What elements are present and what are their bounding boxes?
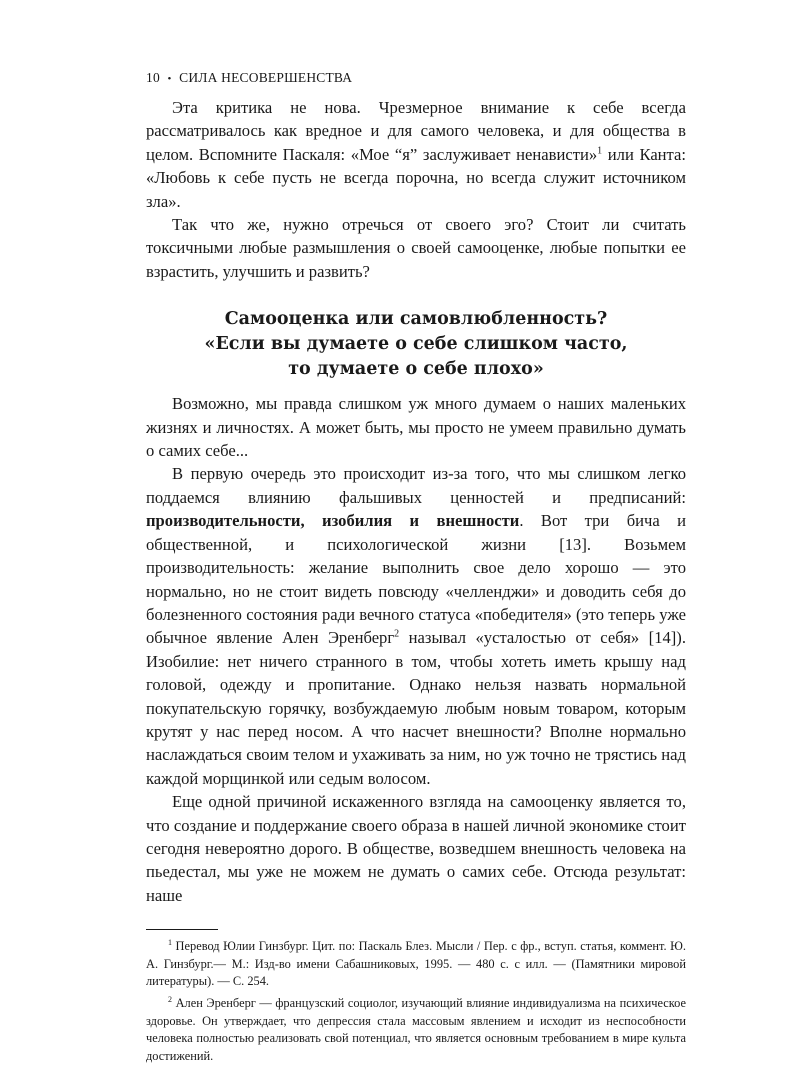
intro-text xyxy=(146,96,686,283)
paragraph-5: Еще одной причиной искаженного взгляда на самооценку является то, что создание и поддержание своего образа в нашей личной экономике стоит сегодня невероятно дорого. В обществе, возведшем внешность человека на пьедестал, мы уже не можем не думать о самих себе. Отсюда результат: наше xyxy=(146,792,686,905)
section-title xyxy=(146,307,686,382)
running-head xyxy=(146,70,686,86)
footnote-2-text: Ален Эренберг — французский социолог, изучающий влияние индивидуализма на психическое здоровье. Он утверждает, что депрессия стала массовым явлением и исходит из неспособности человека полностью реализовать свой потенциал, что является основным требованием в мире культа достижений. xyxy=(146,995,686,1063)
paragraph-4 xyxy=(146,462,686,790)
paragraph-4-text-a: В первую очередь это происходит из-за того, что мы слишком легко поддаемся влиянию фальшивых ценностей и предписаний: xyxy=(146,464,686,507)
section-title-line-2: «Если вы думаете о себе слишком часто, xyxy=(204,334,628,355)
footnote-1-number: 1 xyxy=(168,938,172,948)
footnote-divider xyxy=(146,929,218,930)
paragraph-1 xyxy=(146,96,686,213)
book-title: СИЛА НЕСОВЕРШЕНСТВА xyxy=(179,70,353,85)
paragraph-1-text-b: или Канта: «Любовь к себе пусть не всегда порочна, но всегда служит источником зла». xyxy=(146,144,686,211)
footnote-2 xyxy=(146,995,686,1065)
footnote-2-number: 2 xyxy=(168,994,172,1004)
paragraph-2: Так что же, нужно отречься от своего эго? Стоит ли считать токсичными любые размышления о своей самооценке, любые попытки ее взрастить, улучшить и развить? xyxy=(146,215,686,281)
separator-bullet: • xyxy=(167,73,172,85)
paragraph-4-text-c: называл «усталостью от себя» [14]). Изобилие: нет ничего странного в том, чтобы хотеть иметь крышу над головой, одежду и пропитание. Однако нельзя назвать нормальной покупательскую горячку, возбуждаемую любым новым товаром, которым крутят у нас перед носом. А что насчет внешности? Вполне нормально наслаждаться своим телом и ухаживать за ним, но уж точно не трястись над каждой морщинкой или седым волосом. xyxy=(146,628,686,788)
book-page xyxy=(146,70,686,1069)
paragraph-1-text-a: Эта критика не нова. Чрезмерное внимание к себе всегда рассматривалось как вредное и для самого человека, и для общества в целом. Вспомните Паскаля: «Мое “я” заслуживает ненависти» xyxy=(146,98,686,164)
footnote-ref-2[interactable]: 2 xyxy=(394,628,400,640)
footnote-1 xyxy=(146,938,686,991)
section-title-line-3: то думаете о себе плохо» xyxy=(288,359,544,380)
section-title-line-1: Самооценка или самовлюбленность? xyxy=(224,309,608,330)
footnote-1-text: Перевод Юлии Гинзбург. Цит. по: Паскаль Блез. Мысли / Пер. с фр., вступ. статья, коммент. Ю. А. Гинзбург.— М.: Изд-во имени Сабашниковых, 1995. — 480 с. с илл. — (Памятники мировой литературы). — С. 254. xyxy=(146,939,686,989)
footnote-ref-1[interactable]: 1 xyxy=(597,145,603,157)
paragraph-3: Возможно, мы правда слишком уж много думаем о наших маленьких жизнях и личностях. А может быть, мы просто не умеем правильно думать о самих себе... xyxy=(146,394,686,461)
page-number: 10 xyxy=(146,70,160,85)
bold-phrase: производительности, изобилия и внешности xyxy=(146,511,520,531)
paragraph-4-text-b: . Вот три бича и общественной, и психологической жизни [13]. Возьмем производительность: желание выполнить свое дело хорошо — это нормально, но не стоит видеть повсюду «челленджи» и доводить себя до болезненного состояния ради вечного статуса «победителя» (это теперь уже обычное явление Ален Эренберг xyxy=(146,511,687,648)
main-text xyxy=(146,392,686,907)
